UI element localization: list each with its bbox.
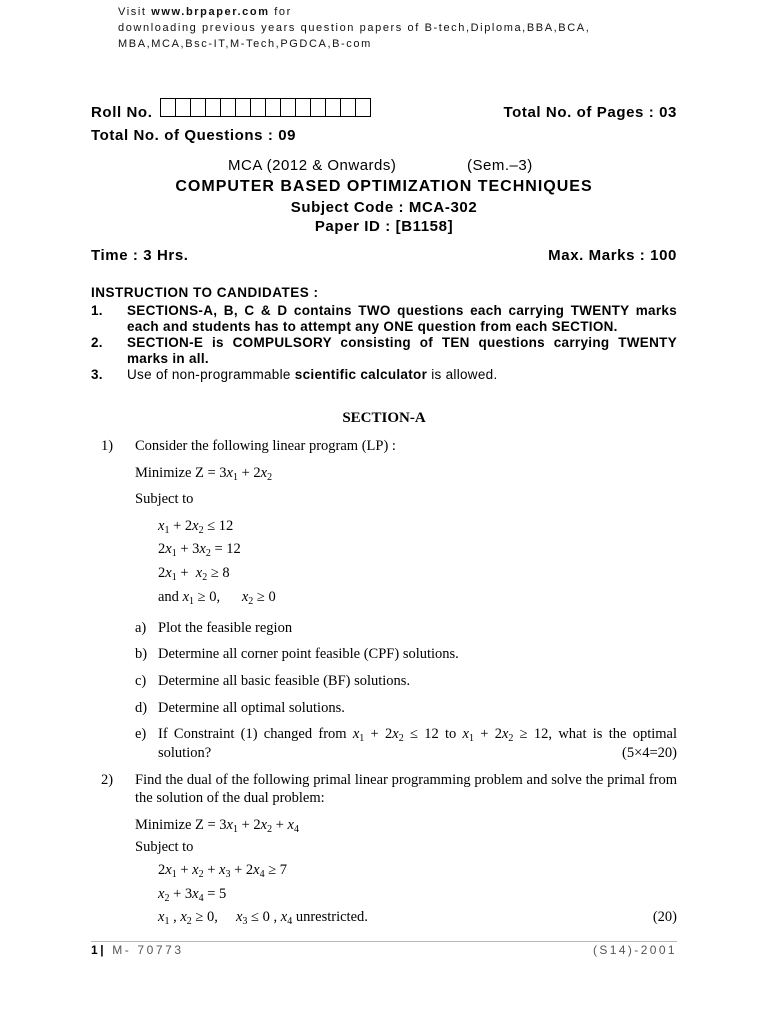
paper-code: M- 70773 — [112, 943, 184, 957]
roll-no-label: Roll No. — [91, 104, 153, 121]
objective-function: Minimize $Z = 3x_1 + 2x_2 + x_4$ — [135, 817, 299, 835]
question-number: 2) — [101, 772, 114, 788]
question-2-marks: (20) — [652, 909, 677, 925]
non-negativity: and $x_1 \ge 0$, $x_2 \ge 0$ — [158, 589, 276, 607]
section-a-title: SECTION-A — [342, 410, 426, 426]
site-banner — [118, 4, 590, 52]
variable-restrictions: $x_1$ , $x_2 \ge 0$, $x_3 \le 0$ , $x_4$ unrestricted. — [158, 909, 368, 927]
subject-code: Subject Code : MCA-302 — [290, 199, 478, 216]
total-pages: Total No. of Pages : 03 — [503, 104, 677, 121]
constraint-2: $x_2 + 3x_4 = 5$ — [158, 886, 227, 904]
subject-to-label: Subject to — [135, 491, 194, 507]
question-1-marks: (5×4=20) — [621, 745, 677, 761]
question-intro: Consider the following linear program (LP) : — [135, 438, 396, 454]
max-marks: Max. Marks : 100 — [548, 247, 677, 264]
question-number: 1) — [101, 438, 114, 454]
page-number: 1 — [91, 943, 101, 957]
roll-no-boxes — [160, 98, 371, 117]
course-label: MCA (2012 & Onwards) — [228, 157, 397, 174]
footer-right: (S14)-2001 — [592, 943, 677, 957]
semester-label: (Sem.–3) — [467, 157, 533, 174]
instruction-item: 1. SECTIONS-A, B, C & D contains TWO questions each carrying TWENTY marks each and students has to attempt any ONE question from each SECTION. — [91, 303, 677, 334]
objective-function: Minimize $Z = 3x_1 + 2x_2$ — [135, 465, 273, 483]
constraint-1: $2x_1 + x_2 + x_3 + 2x_4 \ge 7$ — [158, 862, 288, 880]
constraint-3: $2x_1 + x_2 \ge 8$ — [158, 565, 230, 583]
paper-id: Paper ID : [B1158] — [314, 218, 454, 235]
banner-line-3: MBA,MCA,Bsc-IT,M-Tech,PGDCA,B-com — [118, 38, 372, 50]
instructions-title: INSTRUCTION TO CANDIDATES : — [91, 285, 319, 300]
instruction-item: 2. SECTION-E is COMPULSORY consisting of TEN questions carrying TWENTY marks in all. — [91, 335, 677, 366]
question-intro: Find the dual of the following primal linear programming problem and solve the primal from the solution of the dual problem: — [135, 772, 677, 806]
total-questions: Total No. of Questions : 09 — [91, 127, 297, 144]
banner-line-2: downloading previous years question papers of B-tech,Diploma,BBA,BCA, — [118, 22, 591, 34]
subject-to-label: Subject to — [135, 839, 194, 855]
instruction-item: 3. Use of non-programmable scientific calculator is allowed. — [91, 367, 498, 382]
banner-site-link[interactable]: www.brpaper.com — [151, 6, 270, 18]
constraint-2: $2x_1 + 3x_2 = 12$ — [158, 541, 241, 559]
banner-for: for — [269, 6, 292, 18]
banner-visit: Visit — [118, 6, 152, 18]
footer-divider — [91, 941, 677, 942]
paper-title: COMPUTER BASED OPTIMIZATION TECHNIQUES — [175, 178, 593, 195]
footer-left: 1| M- 70773 — [91, 943, 184, 957]
time-label: Time : 3 Hrs. — [91, 247, 189, 264]
instructions-list — [91, 303, 677, 383]
constraint-1: $x_1 + 2x_2 \le 12$ — [158, 518, 234, 536]
